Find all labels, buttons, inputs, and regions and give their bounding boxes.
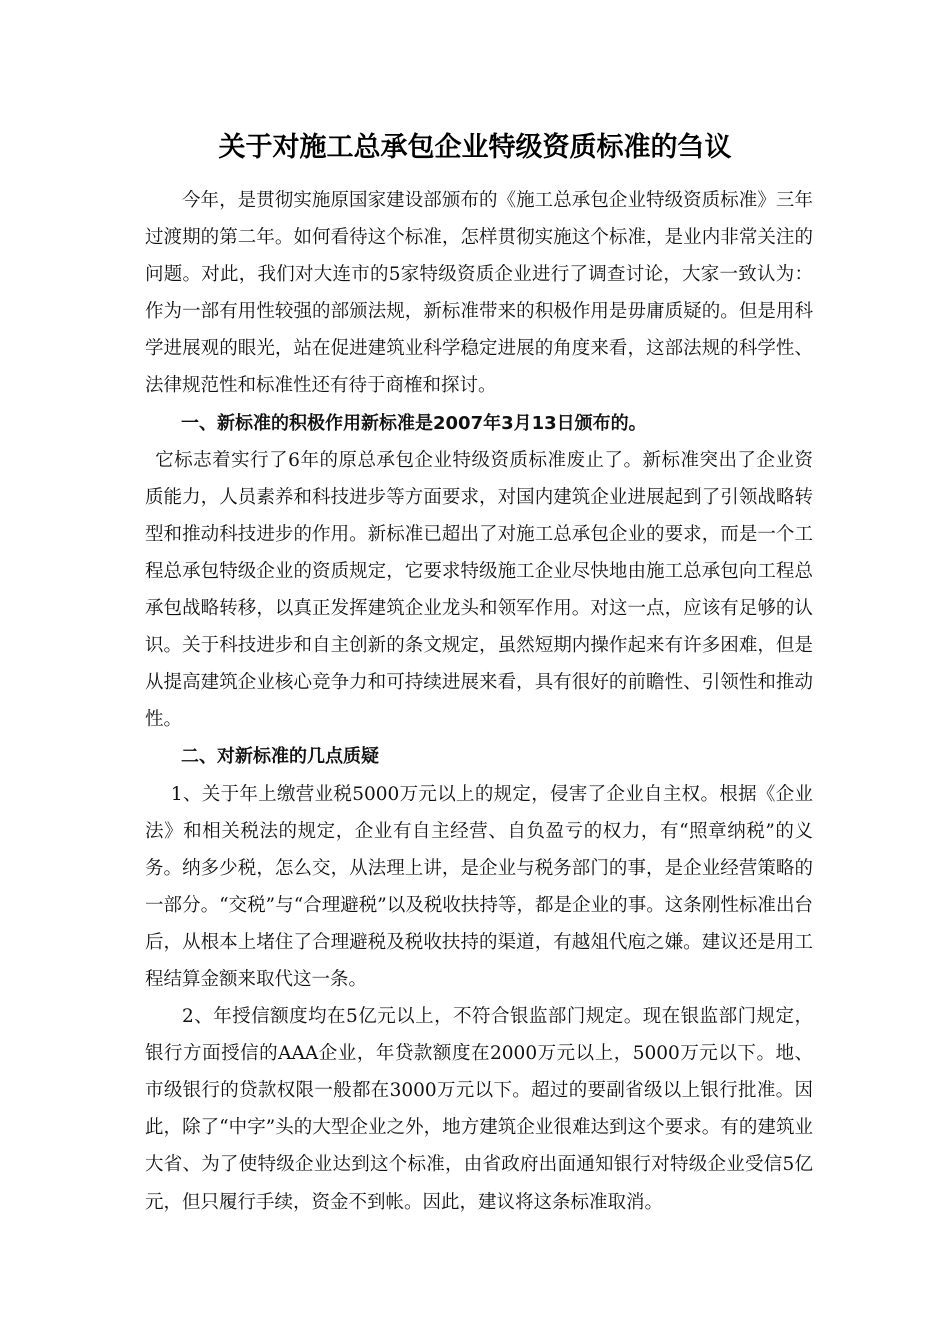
intro-paragraph: 今年，是贯彻实施原国家建设部颁布的《施工总承包企业特级资质标准》三年过渡期的第二年。如何看待这个标准，怎样贯彻实施这个标准，是业内非常关注的问题。对此，我们对大连市的5家特级资质企业进行了调查讨论，大家一致认为：作为一部有用性较强的部颁法规，新标准带来的积极作用是毋庸质疑的。但是用科学进展观的眼光，站在促进建筑业科学稳定进展的角度来看，这部法规的科学性、法律规范性和标准性还有待于商榷和探讨。: [145, 190, 813, 397]
document-title: 关于对施工总承包企业特级资质标准的刍议: [218, 132, 732, 163]
item-2-paragraph: 2、年授信额度均在5亿元以上，不符合银监部门规定。现在银监部门规定，银行方面授信的AAA企业，年贷款额度在2000万元以上，5000万元以下。地、市级银行的贷款权限一般都在3000万元以下。超过的要副省级以上银行批准。因此，除了“中字”头的大型企业之外，地方建筑企业很难达到这个要求。有的建筑业大省、为了使特级企业达到这个标准，由省政府出面通知银行对特级企业受信5亿元，但只履行手续，资金不到帐。因此，建议将这条标准取消。: [145, 1006, 813, 1213]
section-heading-2: 二、对新标准的几点质疑: [181, 746, 379, 768]
section-1-paragraph: 它标志着实行了6年的原总承包企业特级资质标准废止了。新标准突出了企业资质能力，人员素养和科技进步等方面要求，对国内建筑企业进展起到了引领战略转型和推动科技进步的作用。新标准已超出了对施工总承包企业的要求，而是一个工程总承包特级企业的资质规定，它要求特级施工企业尽快地由施工总承包向工程总承包战略转移，以真正发挥建筑企业龙头和领军作用。对这一点，应该有足够的认识。关于科技进步和自主创新的条文规定，虽然短期内操作起来有许多困难，但是从提高建筑企业核心竞争力和可持续进展来看，具有很好的前瞻性、引领性和推动性。: [145, 449, 813, 731]
item-1-paragraph: 1、关于年上缴营业税5000万元以上的规定，侵害了企业自主权。根据《企业法》和相关税法的规定，企业有自主经营、自负盈亏的权力，有“照章纳税”的义务。纳多少税，怎么交，从法理上讲，是企业与税务部门的事，是企业经营策略的一部分。“交税”与“合理避税”以及税收扶持等，都是企业的事。这条刚性标准出台后，从根本上堵住了合理避税及税收扶持的渠道，有越俎代庖之嫌。建议还是用工程结算金额来取代这一条。: [145, 783, 813, 990]
section-heading-1: 一、新标准的积极作用新标准是2007年3月13日颁布的。: [181, 412, 647, 434]
document-body: [145, 182, 813, 1221]
